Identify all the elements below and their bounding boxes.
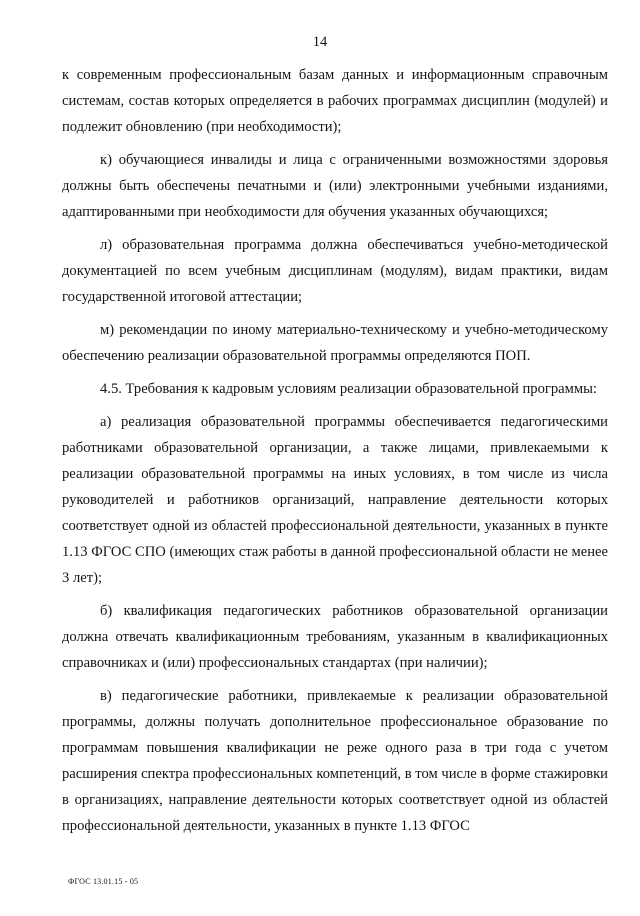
paragraph-item-k: к) обучающиеся инвалиды и лица с ограниченными возможностями здоровья должны быть обеспечены печатными и (или) электронными учебными изданиями, адаптированными при необходимости для обучения указанных обучающихся; [62, 152, 608, 220]
paragraph-item-a: а) реализация образовательной программы обеспечивается педагогическими работниками образовательной организации, а также лицами, привлекаемыми к реализации образовательной программы на иных условиях, в том числе из числа руководителей и работников организаций, направление деятельности которых соответствует одной из областей профессиональной деятельности, указанных в пункте 1.13 ФГОС СПО (имеющих стаж работы в данной профессиональной области не менее 3 лет); [62, 414, 608, 586]
page-footer: ФГОС 13.01.15 - 05 [68, 877, 139, 886]
paragraph-item-v: в) педагогические работники, привлекаемые к реализации образовательной программы, должны получать дополнительное профессиональное образование по программам повышения квалификации не реже одного раза в три года с учетом расширения спектра профессиональных компетенций, в том числе в форме стажировки в организациях, направление деятельности которых соответствует одной из областей профессиональной деятельности, указанных в пункте 1.13 ФГОС [62, 688, 608, 834]
section-heading-4-5: 4.5. Требования к кадровым условиям реализации образовательной программы: [100, 381, 597, 397]
paragraph-continuation: к современным профессиональным базам данных и информационным справочным системам, состав которых определяется в рабочих программах дисциплин (модулей) и подлежит обновлению (при необходимости); [62, 67, 608, 135]
paragraph-item-b: б) квалификация педагогических работников образовательной организации должна отвечать квалификационным требованиям, указанным в квалификационных справочниках и (или) профессиональных стандартах (при наличии); [62, 603, 608, 671]
paragraph-item-m: м) рекомендации по иному материально-техническому и учебно-методическому обеспечению реализации образовательной программы определяются ПОП. [62, 322, 608, 364]
page-number: 14 [312, 34, 328, 50]
document-body [62, 62, 608, 846]
paragraph-item-l: л) образовательная программа должна обеспечиваться учебно-методической документацией по всем учебным дисциплинам (модулям), видам практики, видам государственной итоговой аттестации; [62, 237, 608, 305]
